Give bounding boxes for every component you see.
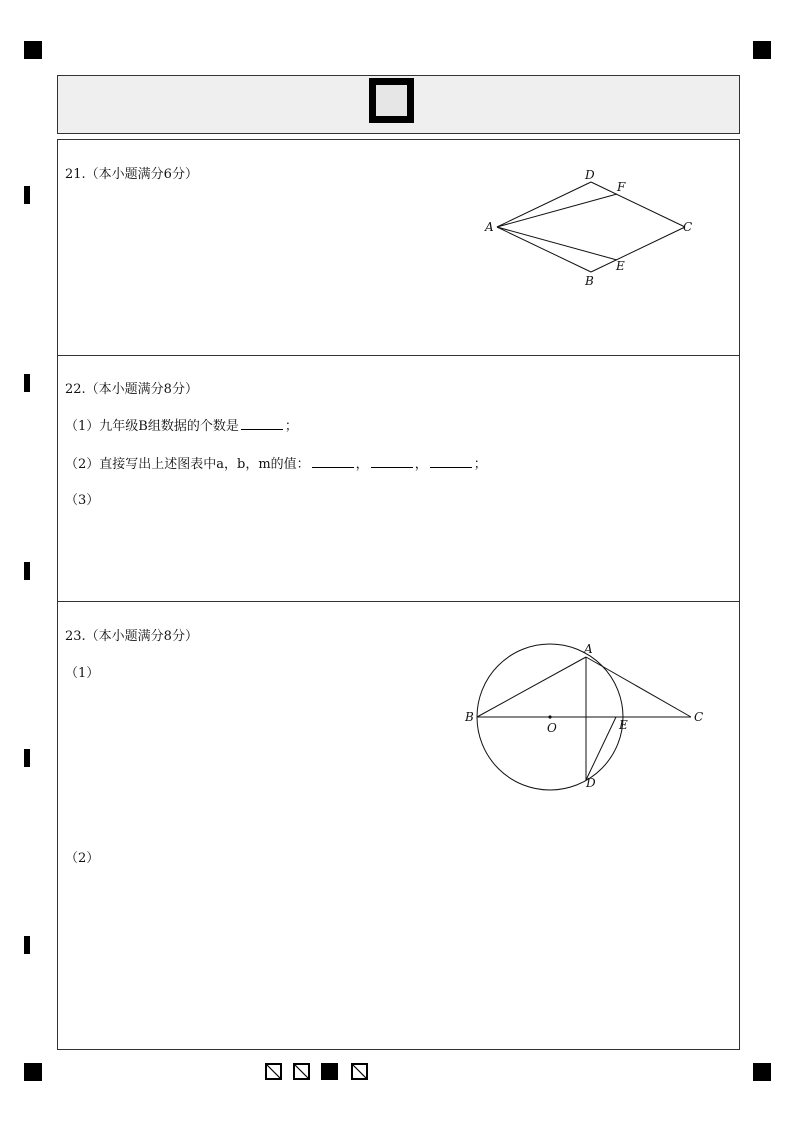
registration-mark-bottom-left xyxy=(24,1063,42,1081)
q23-segment-DE xyxy=(586,717,616,780)
q22-part1-blank[interactable] xyxy=(241,417,283,430)
code-box-1 xyxy=(265,1063,282,1080)
answer-area-q21[interactable] xyxy=(57,139,740,357)
q23-label-O: O xyxy=(547,721,557,735)
timing-mark-5 xyxy=(24,936,30,954)
q21-label-E: E xyxy=(616,259,625,273)
q23-segment-BA xyxy=(477,657,586,717)
timing-mark-3 xyxy=(24,562,30,580)
q22-title: 22.（本小题满分8分） xyxy=(65,382,198,397)
q22-sep-2: ， xyxy=(414,457,428,472)
q23-circle-figure xyxy=(58,602,739,1049)
q22-part1-prefix: （1）九年级B组数据的个数是 xyxy=(65,419,239,434)
q21-segment-BA xyxy=(497,227,591,272)
q21-label-C: C xyxy=(683,220,693,234)
q21-label-D: D xyxy=(585,168,595,182)
registration-mark-top-left xyxy=(24,41,42,59)
sheet-header xyxy=(57,75,740,134)
answer-area-q22[interactable] xyxy=(57,355,740,603)
q22-part2-suffix: ； xyxy=(473,457,487,472)
q23-label-E: E xyxy=(619,718,628,732)
q22-part1-suffix: ； xyxy=(284,419,298,434)
q21-rhombus-figure xyxy=(58,140,739,356)
q21-label-B: B xyxy=(585,274,594,288)
timing-mark-2 xyxy=(24,374,30,392)
code-box-2 xyxy=(293,1063,310,1080)
q21-title: 21.（本小题满分6分） xyxy=(65,167,198,182)
q22-blank-a[interactable] xyxy=(312,455,354,468)
registration-mark-bottom-right xyxy=(753,1063,771,1081)
q21-segment-CB xyxy=(591,227,685,272)
q22-blank-m[interactable] xyxy=(430,455,472,468)
q23-label-C: C xyxy=(694,710,704,724)
q21-label-A: A xyxy=(485,220,494,234)
q23-center-dot xyxy=(548,715,551,718)
q23-label-B: B xyxy=(465,710,474,724)
code-box-4 xyxy=(351,1063,368,1080)
timing-mark-1 xyxy=(24,186,30,204)
q22-part3: （3） xyxy=(65,493,100,508)
q21-segment-AD xyxy=(497,182,591,227)
q22-part2-prefix: （2）直接写出上述图表中a，b，m的值： xyxy=(65,457,310,472)
q22-part2 xyxy=(65,453,487,472)
answer-area-q23[interactable] xyxy=(57,601,740,1050)
q22-part1 xyxy=(65,415,298,434)
header-marker-box xyxy=(369,78,414,123)
timing-mark-4 xyxy=(24,749,30,767)
code-box-3 xyxy=(321,1063,338,1080)
q23-segment-AC xyxy=(586,657,691,717)
q23-part1: （1） xyxy=(65,666,100,681)
q21-segment-DC xyxy=(591,182,685,227)
q21-segment-AF xyxy=(497,194,617,227)
q23-label-A: A xyxy=(584,642,593,656)
q23-title: 23.（本小题满分8分） xyxy=(65,629,198,644)
q22-blank-b[interactable] xyxy=(371,455,413,468)
q21-segment-AE xyxy=(497,227,617,260)
q21-label-F: F xyxy=(617,180,626,194)
q22-sep-1: ， xyxy=(355,457,369,472)
q23-part2: （2） xyxy=(65,851,100,866)
q23-label-D: D xyxy=(586,776,596,790)
registration-mark-top-right xyxy=(753,41,771,59)
